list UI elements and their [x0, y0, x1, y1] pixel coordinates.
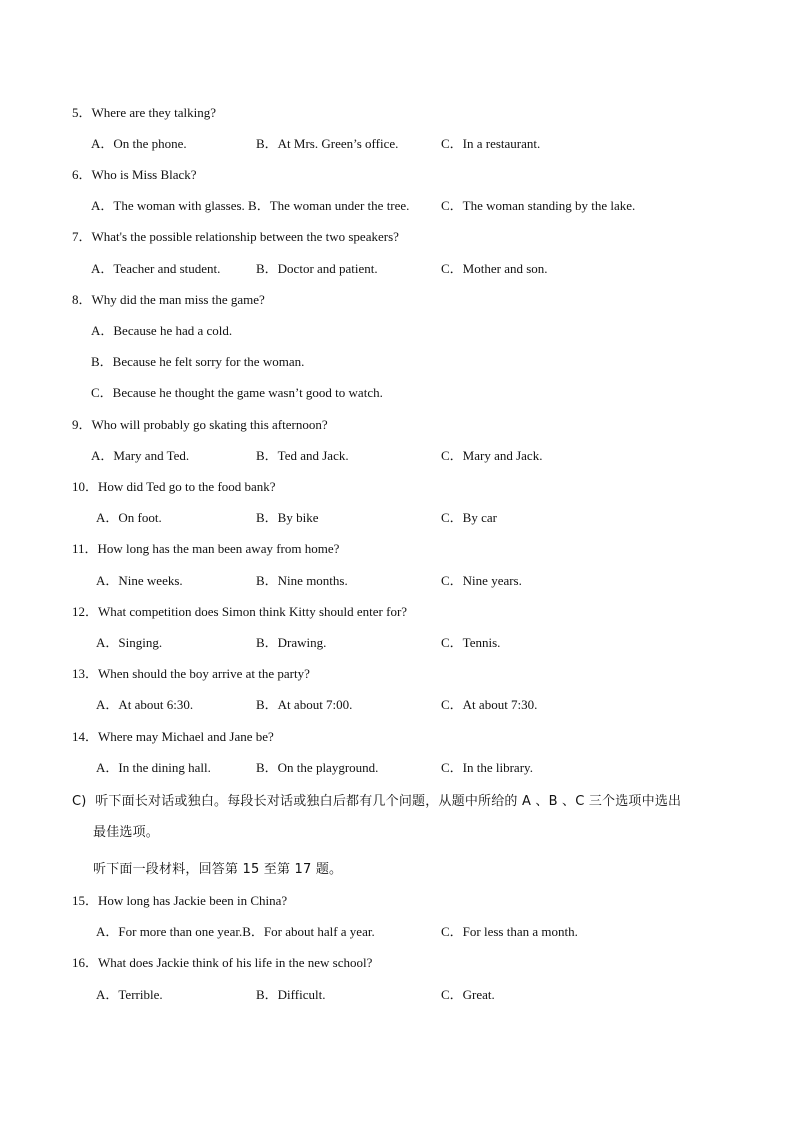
q7-option-a: A．Teacher and student.	[91, 261, 221, 276]
question-14: 14．Where may Michael and Jane be?	[72, 729, 274, 744]
q5-option-a: A．On the phone.	[91, 136, 187, 151]
question-15: 15．How long has Jackie been in China?	[72, 893, 288, 908]
q14-option-b: B．On the playground.	[256, 760, 379, 775]
q8-option-a: A．Because he had a cold.	[91, 323, 233, 338]
q5-option-b: B．At Mrs. Green’s office.	[256, 136, 399, 151]
q12-option-a: A．Singing.	[96, 635, 163, 650]
q15-option-a-b: A．For more than one year.B．For about half a year.	[96, 924, 375, 939]
q15-option-c: C．For less than a month.	[441, 924, 578, 939]
q14-option-c: C．In the library.	[441, 760, 533, 775]
q11-option-c: C．Nine years.	[441, 573, 522, 588]
q7-option-c: C．Mother and son.	[441, 261, 548, 276]
question-11: 11．How long has the man been away from home?	[72, 541, 340, 556]
section-c-instruction: C) 听下面长对话或独白。每段长对话或独白后都有几个问题，从题中所给的 A 、B 、C 三个选项中选出	[72, 794, 682, 809]
q13-option-b: B．At about 7:00.	[256, 697, 353, 712]
question-16: 16．What does Jackie think of his life in the new school?	[72, 955, 373, 970]
q9-option-b: B．Ted and Jack.	[256, 448, 349, 463]
question-5: 5．Where are they talking?	[72, 105, 217, 120]
section-c-instruction-cont: 最佳选项。	[93, 825, 160, 840]
q16-option-b: B．Difficult.	[256, 987, 326, 1002]
q10-option-b: B．By bike	[256, 510, 319, 525]
question-12: 12．What competition does Simon think Kitty should enter for?	[72, 604, 408, 619]
q9-option-c: C．Mary and Jack.	[441, 448, 543, 463]
q9-option-a: A．Mary and Ted.	[91, 448, 190, 463]
q11-option-b: B．Nine months.	[256, 573, 348, 588]
question-7: 7．What's the possible relationship between the two speakers?	[72, 229, 399, 244]
q7-option-b: B．Doctor and patient.	[256, 261, 378, 276]
q16-option-c: C．Great.	[441, 987, 495, 1002]
q13-option-a: A．At about 6:30.	[96, 697, 194, 712]
material-instruction: 听下面一段材料，回答第 15 至第 17 题。	[93, 862, 343, 877]
q11-option-a: A．Nine weeks.	[96, 573, 183, 588]
q6-option-a-b: A．The woman with glasses. B．The woman under the tree.	[91, 198, 410, 213]
q5-option-c: C．In a restaurant.	[441, 136, 541, 151]
q8-option-b: B．Because he felt sorry for the woman.	[91, 354, 305, 369]
question-6: 6．Who is Miss Black?	[72, 167, 197, 182]
question-13: 13．When should the boy arrive at the party?	[72, 666, 310, 681]
q12-option-b: B．Drawing.	[256, 635, 327, 650]
question-8: 8．Why did the man miss the game?	[72, 292, 265, 307]
q16-option-a: A．Terrible.	[96, 987, 163, 1002]
question-9: 9．Who will probably go skating this afternoon?	[72, 417, 328, 432]
q12-option-c: C．Tennis.	[441, 635, 501, 650]
q6-option-c: C．The woman standing by the lake.	[441, 198, 636, 213]
q10-option-a: A．On foot.	[96, 510, 162, 525]
q13-option-c: C．At about 7:30.	[441, 697, 538, 712]
q10-option-c: C．By car	[441, 510, 497, 525]
question-10: 10．How did Ted go to the food bank?	[72, 479, 276, 494]
q14-option-a: A．In the dining hall.	[96, 760, 211, 775]
q8-option-c: C．Because he thought the game wasn’t good to watch.	[91, 385, 383, 400]
